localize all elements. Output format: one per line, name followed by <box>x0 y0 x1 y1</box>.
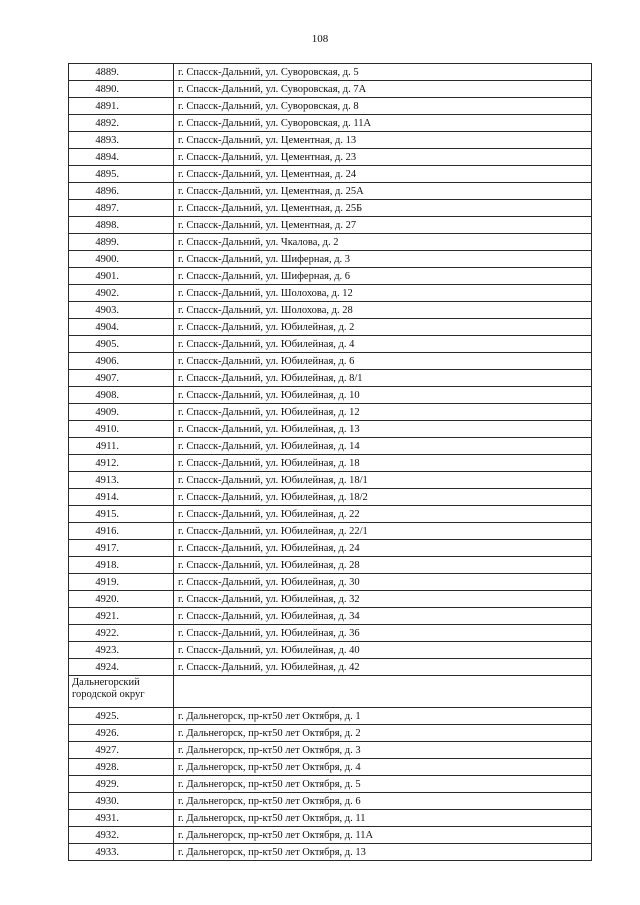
row-number-cell: 4921. <box>69 608 174 625</box>
page-number: 108 <box>311 33 329 45</box>
table-row <box>69 183 592 200</box>
row-number-cell: 4897. <box>69 200 174 217</box>
address-cell: г. Спасск-Дальний, ул. Юбилейная, д. 14 <box>174 438 592 455</box>
table-row <box>69 421 592 438</box>
table-row <box>69 489 592 506</box>
row-number-cell: 4913. <box>69 472 174 489</box>
address-cell: г. Спасск-Дальний, ул. Цементная, д. 25А <box>174 183 592 200</box>
table-row <box>69 336 592 353</box>
address-cell: г. Спасск-Дальний, ул. Юбилейная, д. 22 <box>174 506 592 523</box>
address-cell: г. Дальнегорск, пр-кт50 лет Октября, д. 4 <box>174 759 592 776</box>
address-cell: г. Спасск-Дальний, ул. Шиферная, д. 6 <box>174 268 592 285</box>
table-row <box>69 708 592 725</box>
row-number-cell: 4910. <box>69 421 174 438</box>
address-cell: г. Спасск-Дальний, ул. Юбилейная, д. 18 <box>174 455 592 472</box>
table-row <box>69 827 592 844</box>
region-name-line1: Дальнегорский <box>72 677 140 688</box>
table-row <box>69 234 592 251</box>
region-empty-cell <box>174 676 592 708</box>
address-cell: г. Спасск-Дальний, ул. Чкалова, д. 2 <box>174 234 592 251</box>
address-cell: г. Спасск-Дальний, ул. Юбилейная, д. 34 <box>174 608 592 625</box>
address-cell: г. Спасск-Дальний, ул. Юбилейная, д. 6 <box>174 353 592 370</box>
row-number-cell: 4926. <box>69 725 174 742</box>
row-number-cell: 4931. <box>69 810 174 827</box>
row-number-cell: 4889. <box>69 64 174 81</box>
address-cell: г. Спасск-Дальний, ул. Шиферная, д. 3 <box>174 251 592 268</box>
row-number-cell: 4900. <box>69 251 174 268</box>
table-row <box>69 217 592 234</box>
table-row <box>69 149 592 166</box>
address-cell: г. Спасск-Дальний, ул. Юбилейная, д. 36 <box>174 625 592 642</box>
table-row <box>69 98 592 115</box>
table-row <box>69 642 592 659</box>
address-cell: г. Дальнегорск, пр-кт50 лет Октября, д. 1 <box>174 708 592 725</box>
address-cell: г. Спасск-Дальний, ул. Суворовская, д. 7А <box>174 81 592 98</box>
table-row <box>69 776 592 793</box>
row-number-cell: 4933. <box>69 844 174 861</box>
row-number-cell: 4911. <box>69 438 174 455</box>
row-number-cell: 4906. <box>69 353 174 370</box>
address-cell: г. Дальнегорск, пр-кт50 лет Октября, д. 5 <box>174 776 592 793</box>
address-cell: г. Дальнегорск, пр-кт50 лет Октября, д. 11 <box>174 810 592 827</box>
table-row <box>69 387 592 404</box>
address-cell: г. Спасск-Дальний, ул. Юбилейная, д. 30 <box>174 574 592 591</box>
address-cell: г. Дальнегорск, пр-кт50 лет Октября, д. 2 <box>174 725 592 742</box>
row-number-cell: 4909. <box>69 404 174 421</box>
row-number-cell: 4932. <box>69 827 174 844</box>
table-row <box>69 285 592 302</box>
address-cell: г. Спасск-Дальний, ул. Суворовская, д. 8 <box>174 98 592 115</box>
row-number-cell: 4895. <box>69 166 174 183</box>
row-number-cell: 4928. <box>69 759 174 776</box>
address-cell: г. Дальнегорск, пр-кт50 лет Октября, д. 11А <box>174 827 592 844</box>
region-header-row <box>69 676 592 708</box>
table-row <box>69 506 592 523</box>
row-number-cell: 4905. <box>69 336 174 353</box>
row-number-cell: 4896. <box>69 183 174 200</box>
address-cell: г. Спасск-Дальний, ул. Цементная, д. 13 <box>174 132 592 149</box>
row-number-cell: 4899. <box>69 234 174 251</box>
row-number-cell: 4918. <box>69 557 174 574</box>
region-name-line2: городской округ <box>72 689 145 700</box>
row-number-cell: 4908. <box>69 387 174 404</box>
address-cell: г. Спасск-Дальний, ул. Цементная, д. 24 <box>174 166 592 183</box>
address-cell: г. Спасск-Дальний, ул. Юбилейная, д. 18/1 <box>174 472 592 489</box>
table-row <box>69 591 592 608</box>
address-cell: г. Спасск-Дальний, ул. Юбилейная, д. 42 <box>174 659 592 676</box>
row-number-cell: 4914. <box>69 489 174 506</box>
table-row <box>69 370 592 387</box>
table-row <box>69 810 592 827</box>
row-number-cell: 4893. <box>69 132 174 149</box>
table-row <box>69 353 592 370</box>
address-cell: г. Спасск-Дальний, ул. Юбилейная, д. 32 <box>174 591 592 608</box>
address-cell: г. Спасск-Дальний, ул. Цементная, д. 27 <box>174 217 592 234</box>
region-name-cell <box>69 676 174 708</box>
table-row <box>69 319 592 336</box>
row-number-cell: 4894. <box>69 149 174 166</box>
table-row <box>69 844 592 861</box>
table-row <box>69 200 592 217</box>
row-number-cell: 4930. <box>69 793 174 810</box>
row-number-cell: 4891. <box>69 98 174 115</box>
address-cell: г. Спасск-Дальний, ул. Цементная, д. 23 <box>174 149 592 166</box>
address-cell: г. Спасск-Дальний, ул. Юбилейная, д. 10 <box>174 387 592 404</box>
table-row <box>69 625 592 642</box>
row-number-cell: 4892. <box>69 115 174 132</box>
table-row <box>69 404 592 421</box>
table-row <box>69 759 592 776</box>
row-number-cell: 4903. <box>69 302 174 319</box>
row-number-cell: 4902. <box>69 285 174 302</box>
table-row <box>69 540 592 557</box>
row-number-cell: 4904. <box>69 319 174 336</box>
table-row <box>69 438 592 455</box>
table-row <box>69 793 592 810</box>
address-cell: г. Спасск-Дальний, ул. Шолохова, д. 28 <box>174 302 592 319</box>
table-row <box>69 523 592 540</box>
row-number-cell: 4919. <box>69 574 174 591</box>
table-row <box>69 268 592 285</box>
address-cell: г. Спасск-Дальний, ул. Юбилейная, д. 4 <box>174 336 592 353</box>
address-cell: г. Дальнегорск, пр-кт50 лет Октября, д. 6 <box>174 793 592 810</box>
table-row <box>69 132 592 149</box>
address-cell: г. Спасск-Дальний, ул. Шолохова, д. 12 <box>174 285 592 302</box>
row-number-cell: 4927. <box>69 742 174 759</box>
table-row <box>69 608 592 625</box>
address-cell: г. Спасск-Дальний, ул. Юбилейная, д. 18/2 <box>174 489 592 506</box>
row-number-cell: 4929. <box>69 776 174 793</box>
table-row <box>69 659 592 676</box>
address-cell: г. Спасск-Дальний, ул. Юбилейная, д. 12 <box>174 404 592 421</box>
row-number-cell: 4915. <box>69 506 174 523</box>
address-cell: г. Спасск-Дальний, ул. Юбилейная, д. 2 <box>174 319 592 336</box>
table-row <box>69 725 592 742</box>
table-row <box>69 557 592 574</box>
row-number-cell: 4907. <box>69 370 174 387</box>
row-number-cell: 4923. <box>69 642 174 659</box>
table-row <box>69 115 592 132</box>
row-number-cell: 4890. <box>69 81 174 98</box>
address-cell: г. Спасск-Дальний, ул. Цементная, д. 25Б <box>174 200 592 217</box>
address-table <box>68 63 592 861</box>
row-number-cell: 4922. <box>69 625 174 642</box>
address-cell: г. Спасск-Дальний, ул. Юбилейная, д. 8/1 <box>174 370 592 387</box>
address-cell: г. Дальнегорск, пр-кт50 лет Октября, д. 3 <box>174 742 592 759</box>
address-cell: г. Спасск-Дальний, ул. Юбилейная, д. 13 <box>174 421 592 438</box>
row-number-cell: 4920. <box>69 591 174 608</box>
address-cell: г. Спасск-Дальний, ул. Юбилейная, д. 28 <box>174 557 592 574</box>
row-number-cell: 4924. <box>69 659 174 676</box>
table-row <box>69 166 592 183</box>
address-cell: г. Спасск-Дальний, ул. Суворовская, д. 11А <box>174 115 592 132</box>
region-section <box>69 676 592 708</box>
row-number-cell: 4898. <box>69 217 174 234</box>
row-number-cell: 4925. <box>69 708 174 725</box>
address-cell: г. Спасск-Дальний, ул. Юбилейная, д. 40 <box>174 642 592 659</box>
table-row <box>69 302 592 319</box>
row-number-cell: 4901. <box>69 268 174 285</box>
address-table-body-a <box>69 64 592 676</box>
table-row <box>69 64 592 81</box>
table-row <box>69 251 592 268</box>
table-row <box>69 81 592 98</box>
address-cell: г. Спасск-Дальний, ул. Юбилейная, д. 22/1 <box>174 523 592 540</box>
address-cell: г. Дальнегорск, пр-кт50 лет Октября, д. 13 <box>174 844 592 861</box>
row-number-cell: 4917. <box>69 540 174 557</box>
row-number-cell: 4916. <box>69 523 174 540</box>
row-number-cell: 4912. <box>69 455 174 472</box>
address-cell: г. Спасск-Дальний, ул. Юбилейная, д. 24 <box>174 540 592 557</box>
table-row <box>69 574 592 591</box>
address-cell: г. Спасск-Дальний, ул. Суворовская, д. 5 <box>174 64 592 81</box>
table-row <box>69 472 592 489</box>
table-row <box>69 742 592 759</box>
address-table-body-b <box>69 708 592 861</box>
table-row <box>69 455 592 472</box>
